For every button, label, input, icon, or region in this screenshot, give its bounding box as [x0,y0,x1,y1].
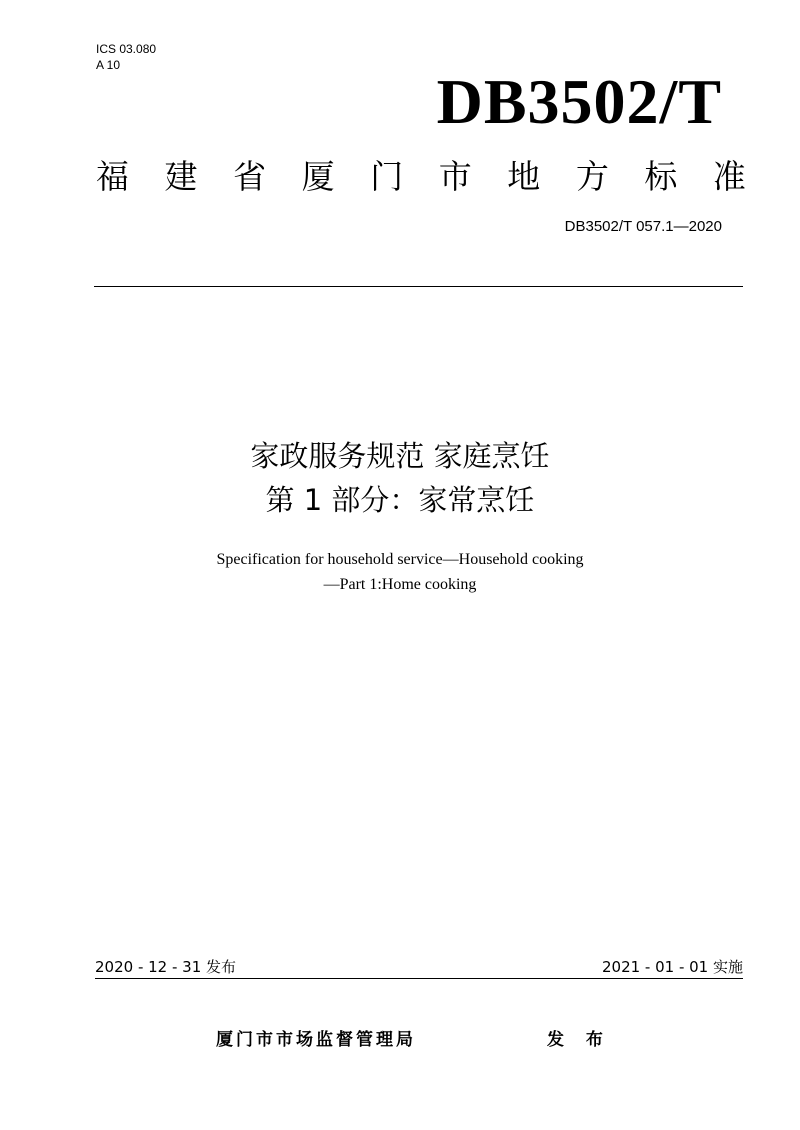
chinese-title-line-1: 家政服务规范 家庭烹饪 [250,439,550,473]
ccs-code: A 10 [96,58,121,72]
standard-type-char: 福 [96,157,129,196]
dates-row [95,957,743,979]
standard-type-char: 省 [233,157,267,196]
standard-type-char: 市 [438,157,472,196]
release-date: 2020 - 12 - 31 发布 [95,958,237,976]
issuing-authority: 厦门市市场监督管理局 [216,1030,416,1050]
chinese-title-line-2: 第 1 部分：家常烹饪 [265,483,535,517]
english-title-line-2: —Part 1:Home cooking [323,576,477,593]
standard-number: DB3502/T 057.1—2020 [564,218,722,235]
standard-brand-mark: DB3502/T [436,66,722,137]
issue-label: 发 布 [547,1030,611,1050]
standard-type-char: 地 [507,157,541,196]
standard-type-title [96,155,746,199]
english-title-line-1: Specification for household service—Household cooking [216,551,584,568]
standard-type-char: 建 [164,157,198,196]
standard-type-char: 标 [644,157,678,196]
standard-type-char: 厦 [301,157,335,196]
standard-type-char: 门 [370,157,404,196]
implementation-date: 2021 - 01 - 01 实施 [601,958,743,976]
standard-type-char: 准 [712,157,746,196]
ics-code: ICS 03.080 [96,42,157,56]
standard-type-char: 方 [575,157,609,196]
header-divider [94,286,743,287]
